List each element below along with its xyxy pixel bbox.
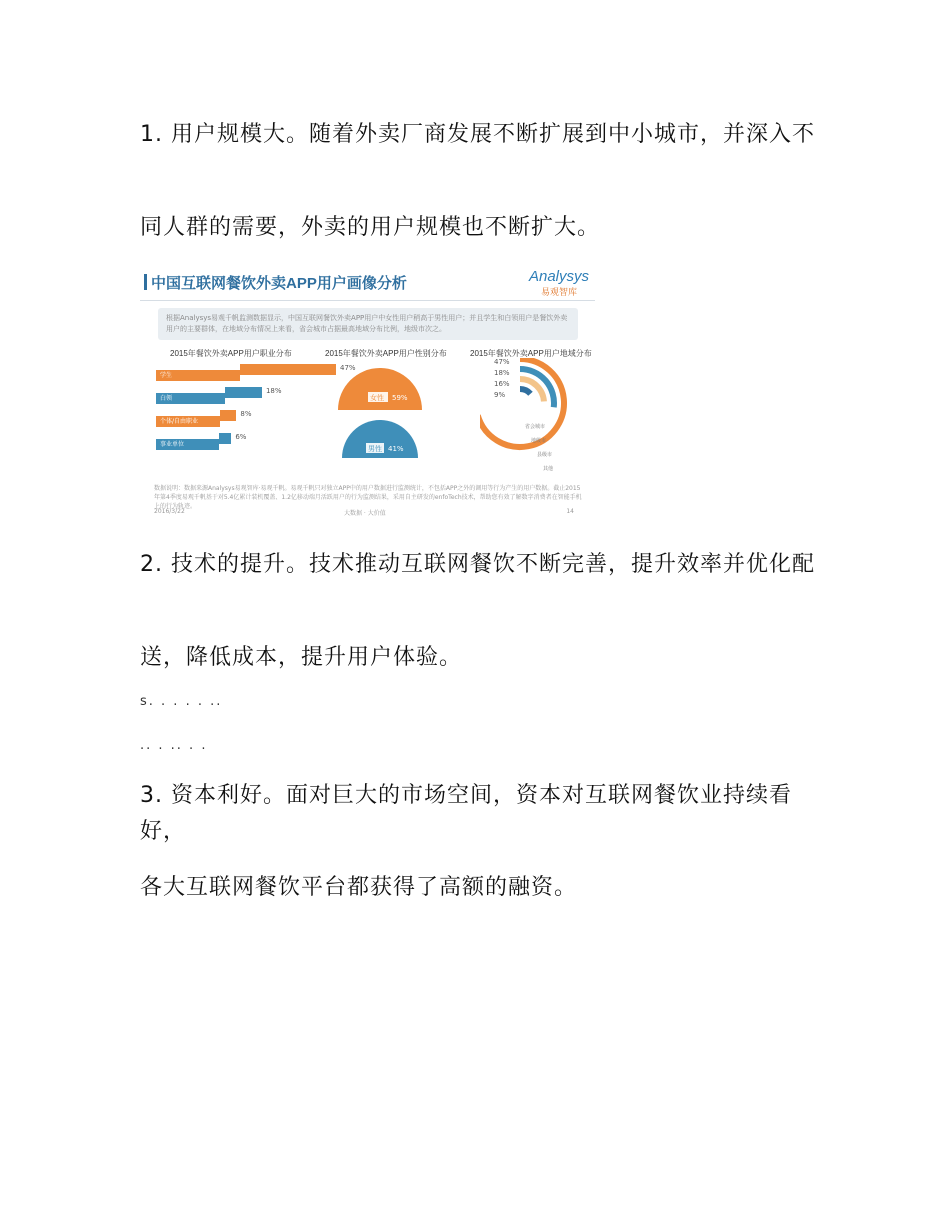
occupation-label: 白领 — [160, 395, 173, 402]
region-chart — [480, 358, 590, 483]
figure-footnote: 数据说明：数据来源Analysys易观智库·易观千帆。易观千帆只对独立APP中的用户数据进行监测统计，不包括APP之外的调用等行为产生的用户数据。截止2015年第4季度易观千帆基于对5.4亿累计装机覆盖、1.2亿移动端月活跃用户的行为监测结果，采用自主研发的enfoTech技术，帮助您有效了解数字消费者在智能手机上的行为轨迹。 — [154, 485, 582, 510]
gender-chart — [320, 358, 440, 468]
region-pct: 16% — [494, 380, 510, 388]
analysys-logo: Analysys 易观智库 — [528, 268, 589, 297]
paragraph-1-line-1: 1. 用户规模大。随着外卖厂商发展不断扩展到中小城市，并深入不 — [140, 122, 815, 147]
occupation-pct: 47% — [340, 364, 356, 372]
occupation-pct: 6% — [235, 433, 247, 441]
region-pct: 18% — [494, 369, 510, 377]
dots-line-2: .. . .. . . — [140, 738, 208, 753]
occupation-bar-value — [225, 387, 262, 398]
region-label: 地级市 — [531, 438, 547, 444]
paragraph-2-line-1: 2. 技术的提升。技术推动互联网餐饮不断完善，提升效率并优化配 — [140, 552, 815, 577]
figure-page-number: 14 — [566, 508, 574, 515]
region-heading: 2015年餐饮外卖APP用户地域分布 — [470, 349, 592, 358]
figure-date: 2016/3/22 — [154, 508, 185, 515]
occupation-label: 个体/自由职业 — [160, 418, 199, 425]
paragraph-3-line-1: 3. 资本利好。面对巨大的市场空间，资本对互联网餐饮业持续看好， — [140, 783, 792, 844]
user-profile-figure — [140, 262, 595, 524]
figure-source: 大数据 · 大价值 — [344, 510, 386, 517]
paragraph-3-line-2: 各大互联网餐饮平台都获得了高额的融资。 — [140, 875, 578, 900]
occupation-bar-value — [219, 433, 231, 444]
dots-line-1: s. . . . . .. — [140, 694, 223, 709]
occupation-bar-value — [220, 410, 236, 421]
region-arc — [520, 389, 531, 394]
region-label: 省会城市 — [525, 424, 546, 430]
region-pct: 47% — [494, 358, 510, 366]
region-pct: 9% — [494, 391, 506, 399]
figure-intro-box: 根据Analysys易观千帆监测数据显示，中国互联网餐饮外卖APP用户中女性用户稍高于男性用户；并且学生和白领用户是餐饮外卖用户的主要群体，在地域分布情况上来看，省会城市占据最高地域分布比例，地级市次之。 — [158, 308, 578, 340]
occupation-label: 事业单位 — [160, 441, 185, 448]
occupation-heading: 2015年餐饮外卖APP用户职业分布 — [170, 349, 292, 358]
paragraph-2-line-2: 送，降低成本，提升用户体验。 — [140, 645, 463, 670]
occupation-pct: 18% — [265, 387, 282, 395]
occupation-label: 学生 — [160, 372, 173, 379]
figure-title: 中国互联网餐饮外卖APP用户画像分析 — [144, 272, 407, 293]
paragraph-1-line-2: 同人群的需要，外卖的用户规模也不断扩大。 — [140, 215, 601, 240]
occupation-pct: 8% — [240, 410, 252, 418]
female-half-circle — [338, 368, 422, 410]
region-label: 其他 — [543, 466, 554, 472]
male-label: 男性 — [368, 445, 382, 453]
male-pct: 41% — [388, 445, 404, 453]
female-label: 女性 — [370, 394, 384, 402]
female-pct: 59% — [392, 394, 408, 402]
region-label: 县级市 — [537, 452, 553, 458]
gender-heading: 2015年餐饮外卖APP用户性别分布 — [325, 349, 447, 358]
